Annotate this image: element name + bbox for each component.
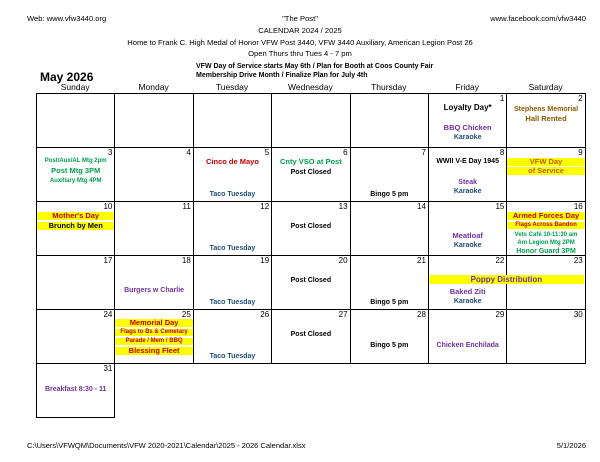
day-header-friday: Friday bbox=[455, 82, 479, 92]
calendar-event: Steak bbox=[458, 179, 477, 186]
day-cell-5 bbox=[193, 148, 271, 202]
day-number: 27 bbox=[338, 310, 348, 319]
day-number: 19 bbox=[260, 256, 270, 265]
empty-day-cell bbox=[350, 364, 428, 418]
calendar-event: Meatloaf bbox=[452, 231, 483, 240]
day-number: 9 bbox=[578, 148, 583, 157]
empty-day-cell bbox=[350, 94, 428, 148]
day-number: 16 bbox=[573, 202, 583, 211]
day-number: 15 bbox=[495, 202, 505, 211]
day-cell-31 bbox=[37, 364, 115, 418]
day-header-tuesday: Tuesday bbox=[215, 82, 249, 92]
empty-day-cell bbox=[507, 364, 585, 418]
calendar-event: Auxiliary Mtg 4PM bbox=[49, 178, 102, 184]
calendar-event: Bingo 5 pm bbox=[370, 191, 409, 198]
empty-day-cell bbox=[115, 364, 193, 418]
day-cell-12 bbox=[193, 202, 271, 256]
notice-line-2: Membership Drive Month / Finalize Plan for July 4th bbox=[196, 72, 368, 79]
day-number: 20 bbox=[338, 256, 348, 265]
calendar-title: CALENDAR 2024 / 2025 bbox=[258, 26, 342, 35]
day-cell-28 bbox=[350, 310, 428, 364]
day-header-sunday: Sunday bbox=[60, 82, 90, 92]
calendar-event: Taco Tuesday bbox=[209, 299, 256, 306]
file-path: C:\Users\VFWQM\Documents\VFW 2020-2021\Calendar\2025 - 2026 Calendar.xlsx bbox=[27, 441, 306, 450]
day-number: 14 bbox=[417, 202, 426, 211]
calendar-event: Honor Guard 3PM bbox=[516, 248, 576, 255]
day-cell-24 bbox=[37, 310, 115, 364]
day-number: 30 bbox=[573, 310, 583, 319]
day-number: 4 bbox=[186, 148, 191, 157]
day-header-monday: Monday bbox=[138, 82, 169, 92]
day-number: 23 bbox=[573, 256, 583, 265]
day-cell-6 bbox=[272, 148, 350, 202]
day-cell-14 bbox=[350, 202, 428, 256]
calendar-event: Karaoke bbox=[453, 188, 482, 195]
calendar-event: Hall Rented bbox=[525, 114, 567, 123]
calendar-event: Post Closed bbox=[290, 223, 332, 230]
empty-day-cell bbox=[193, 94, 271, 148]
calendar-event: Blessing Fleet bbox=[115, 347, 192, 355]
week-row bbox=[37, 310, 586, 364]
month-notice bbox=[196, 62, 433, 80]
week-row bbox=[37, 94, 586, 148]
calendar-event: of Service bbox=[507, 167, 584, 175]
week-row bbox=[37, 364, 586, 418]
day-number: 8 bbox=[499, 148, 505, 157]
day-number: 31 bbox=[103, 364, 113, 373]
day-cell-10 bbox=[37, 202, 115, 256]
hours-line: Open Thurs thru Tues 4 - 7 pm bbox=[248, 49, 352, 58]
day-number: 12 bbox=[260, 202, 270, 211]
calendar-event: Breakfast 8:30 - 11 bbox=[44, 386, 107, 393]
calendar-event: WWII V-E Day 1945 bbox=[436, 158, 499, 165]
empty-day-cell bbox=[37, 94, 115, 148]
day-number: 2 bbox=[578, 94, 583, 103]
calendar-event: Post Closed bbox=[290, 277, 332, 284]
calendar-event: VFW Day bbox=[507, 158, 584, 166]
home-line: Home to Frank C. High Medal of Honor VFW Post 3440, VFW 3440 Auxiliary, American Legion Post 26 bbox=[127, 38, 473, 47]
notice-line-1: VFW Day of Service starts May 6th / Plan for Booth at Coos County Fair bbox=[196, 63, 434, 70]
calendar-event: Karaoke bbox=[453, 242, 482, 249]
day-number: 11 bbox=[182, 202, 191, 211]
day-cell-17 bbox=[37, 256, 115, 310]
calendar-event: Burgers w Charlie bbox=[124, 287, 185, 294]
month-title: May 2026 bbox=[40, 70, 94, 84]
day-cell-9 bbox=[507, 148, 585, 202]
calendar-event: Bingo 5 pm bbox=[370, 299, 409, 306]
calendar-event: Memorial Day bbox=[115, 319, 192, 327]
day-header-wednesday: Wednesday bbox=[288, 82, 333, 92]
day-number: 13 bbox=[338, 202, 348, 211]
day-cell-25 bbox=[115, 310, 193, 364]
empty-day-cell bbox=[272, 94, 350, 148]
calendar-event: Loyalty Day* bbox=[443, 103, 492, 112]
day-cell-8 bbox=[428, 148, 506, 202]
week-row bbox=[37, 148, 586, 202]
day-cell-3 bbox=[37, 148, 115, 202]
day-cell-30 bbox=[507, 310, 585, 364]
calendar-event: Am Legion Mtg 2PM bbox=[517, 240, 575, 246]
calendar-event: Bingo 5 pm bbox=[370, 342, 409, 349]
day-number: 29 bbox=[495, 310, 505, 319]
day-number: 26 bbox=[260, 310, 270, 319]
calendar-event: Chicken Enchilada bbox=[436, 342, 499, 349]
calendar-event: Taco Tuesday bbox=[209, 245, 256, 252]
day-cell-26 bbox=[193, 310, 271, 364]
calendar-event: Post/Aux/AL Mtg 2pm bbox=[44, 158, 107, 164]
day-number: 3 bbox=[107, 148, 113, 157]
calendar-event: Mother's Day bbox=[37, 212, 114, 220]
day-header-saturday: Saturday bbox=[528, 82, 563, 92]
day-number: 5 bbox=[264, 148, 270, 157]
calendar-event: Flags Across Bandon bbox=[507, 222, 584, 229]
day-number: 24 bbox=[103, 310, 113, 319]
calendar-event: Vets Café 10-11:30 am bbox=[514, 232, 578, 238]
calendar-event: BBQ Chicken bbox=[443, 123, 492, 132]
day-cell-27 bbox=[272, 310, 350, 364]
calendar-event: Post Mtg 3PM bbox=[51, 166, 101, 175]
day-cell-11 bbox=[115, 202, 193, 256]
day-number: 21 bbox=[417, 256, 426, 265]
day-cell-2 bbox=[507, 94, 585, 148]
calendar-event: Cinco de Mayo bbox=[206, 157, 259, 166]
calendar-event: Brunch by Men bbox=[37, 222, 114, 230]
calendar-event: Post Closed bbox=[290, 169, 332, 176]
day-cell-16 bbox=[507, 202, 585, 256]
calendar-event: Post Closed bbox=[290, 331, 332, 338]
day-header-thursday: Thursday bbox=[371, 82, 407, 92]
calendar-event: Parade / Mem / BBQ bbox=[115, 338, 192, 345]
day-cell-21 bbox=[350, 256, 428, 310]
facebook-link[interactable]: www.facebook.com/vfw3440 bbox=[490, 14, 586, 23]
week-row bbox=[37, 202, 586, 256]
day-number: 17 bbox=[103, 256, 113, 265]
calendar-event: Baked Ziti bbox=[449, 287, 486, 296]
website-link[interactable]: Web: www.vfw3440.org bbox=[27, 14, 107, 23]
empty-day-cell bbox=[272, 364, 350, 418]
day-cell-29 bbox=[428, 310, 506, 364]
calendar-event: Taco Tuesday bbox=[209, 191, 256, 198]
calendar-event: Armed Forces Day bbox=[507, 212, 584, 220]
calendar-event: Taco Tuesday bbox=[209, 353, 256, 360]
day-cell-1 bbox=[428, 94, 506, 148]
empty-day-cell bbox=[115, 94, 193, 148]
poppy-distribution-banner: Poppy Distribution bbox=[429, 275, 584, 284]
calendar-event: Karaoke bbox=[453, 134, 482, 141]
day-cell-18 bbox=[115, 256, 193, 310]
day-number: 18 bbox=[181, 256, 191, 265]
day-number: 6 bbox=[343, 148, 348, 157]
calendar-event: Stephens Memorial bbox=[513, 106, 579, 113]
day-cell-13 bbox=[272, 202, 350, 256]
day-cell-7 bbox=[350, 148, 428, 202]
empty-day-cell bbox=[428, 364, 506, 418]
day-cell-19 bbox=[193, 256, 271, 310]
day-number: 28 bbox=[417, 310, 426, 319]
day-number: 10 bbox=[103, 202, 113, 211]
calendar-event: Flags to Bs & Cemetary bbox=[115, 329, 192, 336]
print-date: 5/1/2026 bbox=[556, 441, 586, 450]
day-number: 1 bbox=[499, 94, 505, 103]
day-cell-4 bbox=[115, 148, 193, 202]
day-cell-20 bbox=[272, 256, 350, 310]
day-number: 22 bbox=[495, 256, 505, 265]
post-title: "The Post" bbox=[282, 14, 318, 23]
empty-day-cell bbox=[193, 364, 271, 418]
calendar-grid bbox=[36, 93, 586, 418]
day-number: 25 bbox=[181, 310, 191, 319]
day-cell-15 bbox=[428, 202, 506, 256]
calendar-event: Cnty VSO at Post bbox=[280, 157, 342, 166]
day-number: 7 bbox=[421, 148, 426, 157]
calendar-event: Karaoke bbox=[453, 298, 482, 305]
